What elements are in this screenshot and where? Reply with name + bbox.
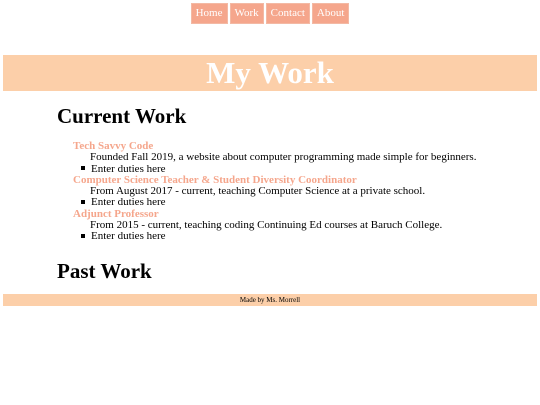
job-duty bbox=[73, 231, 517, 242]
job-item bbox=[73, 209, 517, 243]
past-work-heading: Past Work bbox=[57, 259, 152, 283]
top-nav bbox=[0, 3, 540, 24]
job-title: Tech Savvy Code bbox=[73, 140, 154, 152]
main-content bbox=[57, 103, 517, 243]
bullet-icon bbox=[81, 200, 85, 204]
job-duty bbox=[73, 164, 517, 175]
job-description: From 2015 - current, teaching coding Continuing Ed courses at Baruch College. bbox=[90, 219, 443, 232]
job-description: From August 2017 - current, teaching Computer Science at a private school. bbox=[90, 185, 426, 198]
page-title: My Work bbox=[206, 55, 334, 90]
footer-text: Made by Ms. Morrell bbox=[239, 296, 301, 304]
bullet-icon bbox=[81, 234, 85, 238]
current-jobs-list bbox=[73, 141, 517, 243]
job-duty-text: Enter duties here bbox=[91, 162, 166, 175]
job-title: Adjunct Professor bbox=[73, 207, 159, 220]
job-item bbox=[73, 175, 517, 209]
job-item bbox=[73, 141, 517, 175]
bullet-icon bbox=[81, 166, 85, 170]
nav-link-about[interactable]: About bbox=[312, 3, 350, 24]
job-title: Computer Science Teacher & Student Diversity Coordinator bbox=[73, 173, 357, 186]
nav-link-home[interactable]: Home bbox=[191, 3, 228, 24]
nav-link-contact[interactable]: Contact bbox=[266, 3, 310, 24]
job-duty bbox=[73, 197, 517, 208]
current-work-heading: Current Work bbox=[57, 104, 187, 128]
page-banner bbox=[3, 55, 537, 91]
page-footer bbox=[3, 294, 537, 306]
job-duty-text: Enter duties here bbox=[91, 196, 166, 209]
job-description: Founded Fall 2019, a website about computer programming made simple for beginners. bbox=[90, 151, 477, 164]
past-work-section bbox=[57, 258, 152, 284]
job-duty-text: Enter duties here bbox=[91, 230, 166, 243]
nav-link-work[interactable]: Work bbox=[230, 3, 264, 24]
